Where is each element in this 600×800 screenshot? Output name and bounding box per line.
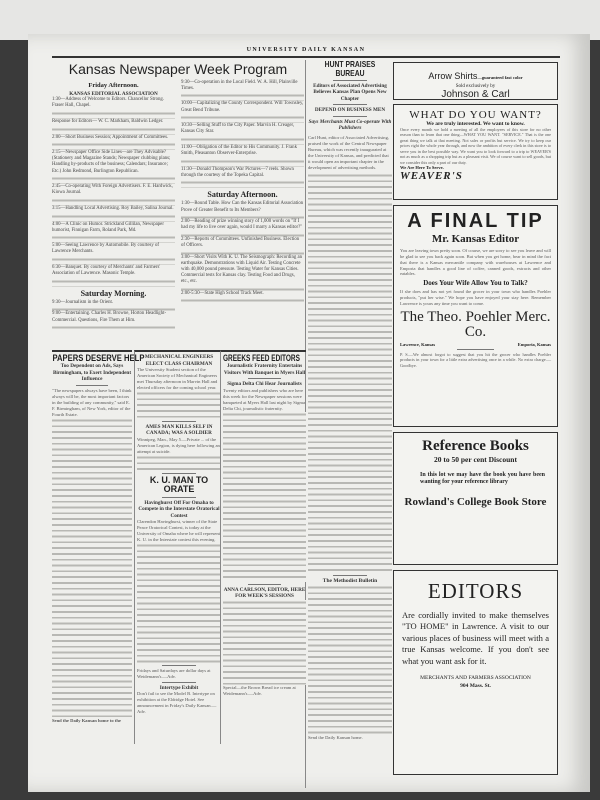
- poehler-sub: Mr. Kansas Editor: [431, 233, 520, 245]
- arrow-store: Johnson & Carl: [441, 89, 510, 100]
- hunt-body-text: [308, 173, 392, 573]
- poehler-title: A FINAL TIP: [407, 210, 544, 232]
- program-item: 10:30—Selling Stuff to the City Paper. Marvin H. Creager, Kansas City Star.: [181, 123, 295, 135]
- papers-tail: Send the Daily Kansan home to the: [52, 717, 121, 723]
- weavers-title: WHAT DO YOU WANT?: [409, 109, 542, 121]
- program-col2: [181, 80, 304, 189]
- program-item: 11:00—Obligation of the Editor to His Community. J. Frank Smith, Pleasanton Observer-Enterprise.: [181, 144, 297, 157]
- intertype-headline: Intertype Exhibit: [159, 684, 199, 691]
- hunt-deck: Editors of Associated Advertising Believes Kansas Plan Opens New Chapter: [313, 82, 387, 102]
- greeks-article: [220, 350, 306, 744]
- hunt-deck-3: Says Merchants Must Co-operate With Publishers: [308, 118, 392, 132]
- poehler-store: The Theo. Poehler Merc. Co.: [400, 308, 551, 340]
- mech-headline: MECHANICAL ENGINEERS ELECT CLASS CHAIRMAN: [144, 354, 214, 367]
- special-ad: Special—the Brown Bread ice cream at Weidemann's.—Adv.: [223, 684, 296, 696]
- program-item: 9:30—Journalism in the Orient.: [52, 299, 114, 305]
- program-body-text: [181, 115, 304, 123]
- program-item: 11:30—Donald Thompson's War Pictures—7 reels. Shown through the courtesy of the Topeka Capital.: [181, 166, 294, 178]
- saturday-afternoon-heading: Saturday Afternoon.: [207, 190, 278, 200]
- arrow-tagline: —guaranteed fast color: [477, 75, 523, 80]
- papers-body-text: [52, 418, 132, 718]
- intertype-text: Don't fail to see the Model B. Intertype on exhibition at the Eldridge Hotel. See announcement in Friday's Daily Kansan.—Adv.: [137, 691, 217, 715]
- anna-body-text: [223, 600, 306, 685]
- merchants-ad: [393, 570, 558, 775]
- program-item: 3:15—Handling Local Advertising. Roy Bailey, Salina Journal.: [52, 205, 174, 211]
- program-item: 2:45—Co-operating With Foreign Advertisers. F. E. Hardwick, Kiowa Journal.: [52, 184, 173, 196]
- rowlands-store: Rowland's College Book Store: [404, 496, 547, 509]
- mech-body-text: [137, 391, 221, 419]
- friday-heading: Friday Afternoon.: [88, 81, 139, 89]
- program-item: 3:00—Short Visits With K. U. The Seismograph: Recording an earthquake. Demonstrations with Liquid Air. Testing Concrete with 40,000 pound pressure. Testing Water for Kansas Cities. Commercial tests for Kansas clay. Testing Food and Drugs, etc., etc.: [181, 254, 303, 285]
- greeks-headline: GREEKS FEED EDITORS: [223, 353, 300, 363]
- weavers-logo: WEAVER'S: [400, 170, 463, 183]
- program-col1-tail: [52, 300, 175, 329]
- program-item: 4:00—A Clinic on Humor. Strickland Gillilan, Newspaper humorist, Finnigan Farm, Roland Park, Md.: [52, 221, 164, 233]
- program-item: 1:30—Address of Welcome to Editors. Chancellor Strong. Fraser Hall, Chapel.: [52, 97, 164, 109]
- methodist-body-text: [308, 585, 392, 735]
- program-item: 2:30—Reports of Committees. Unfinished Business. Election of Officers.: [181, 236, 300, 249]
- weavers-ad: [393, 104, 558, 200]
- program-item: 6:30—Banquet. By courtesy of Merchants' and Farmers' Association of Lawrence. Masonic Temple.: [52, 265, 161, 277]
- fridays-ad: Fridays and Saturdays are dollar days at Weidemann's.—Adv.: [137, 668, 211, 679]
- poehler-ad: [393, 205, 558, 427]
- poehler-city-1: Lawrence, Kansas: [400, 341, 436, 347]
- program-item: 2:00—Reading of prize winning story of 1,000 words on "If I had my life to live over again, would I marry a Kansas editor?": [181, 219, 303, 231]
- ames-headline: AMES MAN KILLS SELF IN CANADA; WAS A SOLDIER: [145, 423, 213, 437]
- ku-deck: Havinghurst Off For Omaha to Compete in the Interstate Oratorical Contest: [138, 499, 220, 519]
- poehler-body: You are leaving town pretty soon. Of course, we are sorry to see you leave and will be glad to see you back again soon. But when you get home, bear in mind the fact that there is a Kansas mercantile company with warehouses at Lawrence and Emporia that handles a good line of coffee, canned goods, extracts and other eatables.: [400, 248, 551, 277]
- program-col1: [52, 97, 175, 287]
- program-body-text: [52, 176, 175, 184]
- methodist-tail: Send the Daily Kansan home.: [308, 734, 363, 740]
- hunt-lede: Carl Hunt, editor of Associated Advertising, praised the work of the Central Newspaper Bureau, which was recently inaugurated at the University of Kansas, and predicted that it would open an important chapter in the development of advertising methods.: [308, 134, 390, 170]
- greeks-subhead: Sigma Delta Chi Hear Journalists: [227, 381, 302, 388]
- greeks-deck: Journalistic Fraternity Entertains Visitors With Banquet in Myers Hall: [223, 363, 306, 376]
- merchants-org: MERCHANTS AND FARMERS ASSOCIATION: [420, 675, 531, 682]
- weavers-motto: We Are Here To Serve.: [400, 165, 444, 171]
- rowlands-ad: [393, 432, 558, 565]
- program-item: 9:30—Co-operation in the Local Field. W. A. Hill, Plainville Times.: [181, 79, 298, 91]
- program-item: 2:00—Short Business Session; Appointment of Committees.: [52, 134, 169, 140]
- masthead: UNIVERSITY DAILY KANSAN: [52, 47, 560, 58]
- ames-body-text: [137, 455, 221, 471]
- arrow-sub: Sold exclusively by: [455, 84, 496, 89]
- mech-lede: The University Student section of the American Society of Mechanical Engineers met Thursday afternoon in Marvin Hall and elected officers for the coming school year.: [137, 367, 218, 390]
- poehler-question: Does Your Wife Allow You to Talk?: [423, 279, 528, 288]
- methodist-headline: The Methodist Bulletin: [322, 577, 378, 584]
- program-body-text: [52, 142, 175, 150]
- hunt-deck-2: DEPEND ON BUSINESS MEN: [314, 107, 386, 114]
- program-body-text: [181, 298, 304, 302]
- saturday-morning-heading: Saturday Morning.: [80, 288, 147, 298]
- poehler-body-2: If she does and has not yet found the grocer in your town who handles Poehler products, "put her wise." We hope you have enjoyed your stay here. Remember Lawrence is yours any time you want to come.: [400, 289, 551, 306]
- program-item: 10:00—Capitalizing the County Correspondent. Will Townsley, Great Bend Tribune.: [181, 101, 304, 113]
- program-body-text: [52, 214, 175, 222]
- program-body-text: [52, 325, 175, 329]
- papers-article: [52, 350, 145, 794]
- program-body-text: [181, 180, 304, 188]
- papers-lede: "The newspapers always have been, I think always will be, the most important factors in the building of any community," said E. F. Birmingham, of New York, editor of the Fourth Estate.: [52, 387, 132, 417]
- arrow-shirts-ad: [393, 62, 558, 100]
- rowlands-body: In this lot we may have the book you have been wanting for your reference library: [420, 472, 545, 486]
- greeks-body-text: [223, 412, 306, 582]
- hunt-article: [305, 60, 392, 788]
- association-heading: KANSAS EDITORIAL ASSOCIATION: [69, 90, 158, 97]
- rowlands-sub: 20 to 50 per cent Discount: [434, 455, 517, 464]
- program-body-text: [181, 93, 304, 101]
- program-item: 9:00—Entertaining. Charles H. Browne, Horton Headlight-Commercial. Questions, Fire Them at Him.: [52, 311, 167, 323]
- program-body-text: [52, 111, 175, 119]
- ku-body-text: [137, 543, 221, 663]
- program-body-text: [181, 159, 304, 167]
- poehler-city-2: Emporia, Kansas: [517, 341, 551, 347]
- program-item: 5:00—Seeing Lawrence by Automobile. By courtesy of Lawrence Merchants.: [52, 243, 159, 255]
- program-item: 1:30—Round Table. How Can the Kansas Editorial Association Prove of Greater Benefit to Its Members?: [181, 201, 304, 213]
- papers-deck: Too Dependent on Ads, Says Birmingham, to Exert Independent Influence: [52, 363, 132, 383]
- poehler-ps: P. S.—We almost forgot to suggest that you hit the grocer who handles Poehler products in your town for a little extra advertising once in a while. No extra charge.—Goodbye.: [400, 351, 551, 368]
- arrow-title: Arrow Shirts: [428, 71, 478, 81]
- program-body-text: [52, 198, 175, 206]
- program-col2-tail: [181, 201, 304, 302]
- program-body-text: [52, 257, 175, 265]
- ames-lede: Winnipeg, Man., May 5.—Private ... of the American Legion, is dying here following an attempt at suicide.: [137, 436, 220, 454]
- merchants-body: Are cordially invited to make themselves "TO HOME" in Lawrence. A visit to our various places of business will meet with a true Kansas welcome. If you don't see what you want ask for it.: [402, 610, 549, 666]
- rowlands-title: Reference Books: [422, 438, 529, 454]
- merchants-title: EDITORS: [427, 579, 524, 603]
- program-title: Kansas Newspaper Week Program: [68, 61, 288, 77]
- weavers-sub: We are truly interested. We want to know.: [426, 121, 525, 127]
- ku-lede: Clarendon Havinghurst, winner of the State Peace Oratorical Contest, is today at the University of Omaha where he will represent K. U. in the Interstate contest this evening.: [137, 519, 220, 543]
- anna-headline: ANNA CARLSON, EDITOR, HERE FOR WEEK'S SESSIONS: [223, 586, 306, 600]
- mech-article: [134, 350, 221, 744]
- program-body-text: [52, 279, 175, 287]
- program-body-text: [181, 137, 304, 145]
- program-body-text: [52, 235, 175, 243]
- hunt-headline: HUNT PRAISES BUREAU: [324, 59, 376, 78]
- program-item: Response for Editors— W. C. Markham, Baldwin Ledger.: [52, 118, 164, 124]
- program-article: [52, 62, 304, 344]
- weavers-body: Once every month we hold a meeting of all the employees of this store for no other reason than to learn that one thing—WHAT YOU WANT. "SERVICE." That is the one great thing we talk at that meeting. Not sales or profits but service. We try to keep our prices right the whole year through, and now the ambition of every clerk in this store is to serve you in the best possible way. We want you to look forward to a trip to WEAVER'S not as much as a shopping trip but as a pleasant visit. We of course want to sell goods, but we consider this only a part of our duty.: [400, 127, 551, 165]
- papers-headline: PAPERS DESERVE HELP: [52, 353, 145, 363]
- program-item: 2:00-5:30—State High School Track Meet.: [181, 290, 264, 296]
- merchants-address: 904 Mass. St.: [460, 683, 491, 690]
- program-item: 2:15—Newspaper Office Side Lines—are They Advisable? (Stationery and Magazine Stands; Newspaper clubbing plans; Handling by-products of the business; Calendars; Insurance; Etc.) John Redmond, Burlington Republican.: [52, 150, 171, 174]
- program-body-text: [52, 127, 175, 135]
- ku-headline: K. U. MAN TO ORATE: [149, 474, 209, 495]
- greeks-lede: Twenty editors and publishers who are here this week for the Newspaper sessions were banqueted at Myers Hall last night by Sigma Delta Chi, journalistic fraternity.: [223, 387, 306, 411]
